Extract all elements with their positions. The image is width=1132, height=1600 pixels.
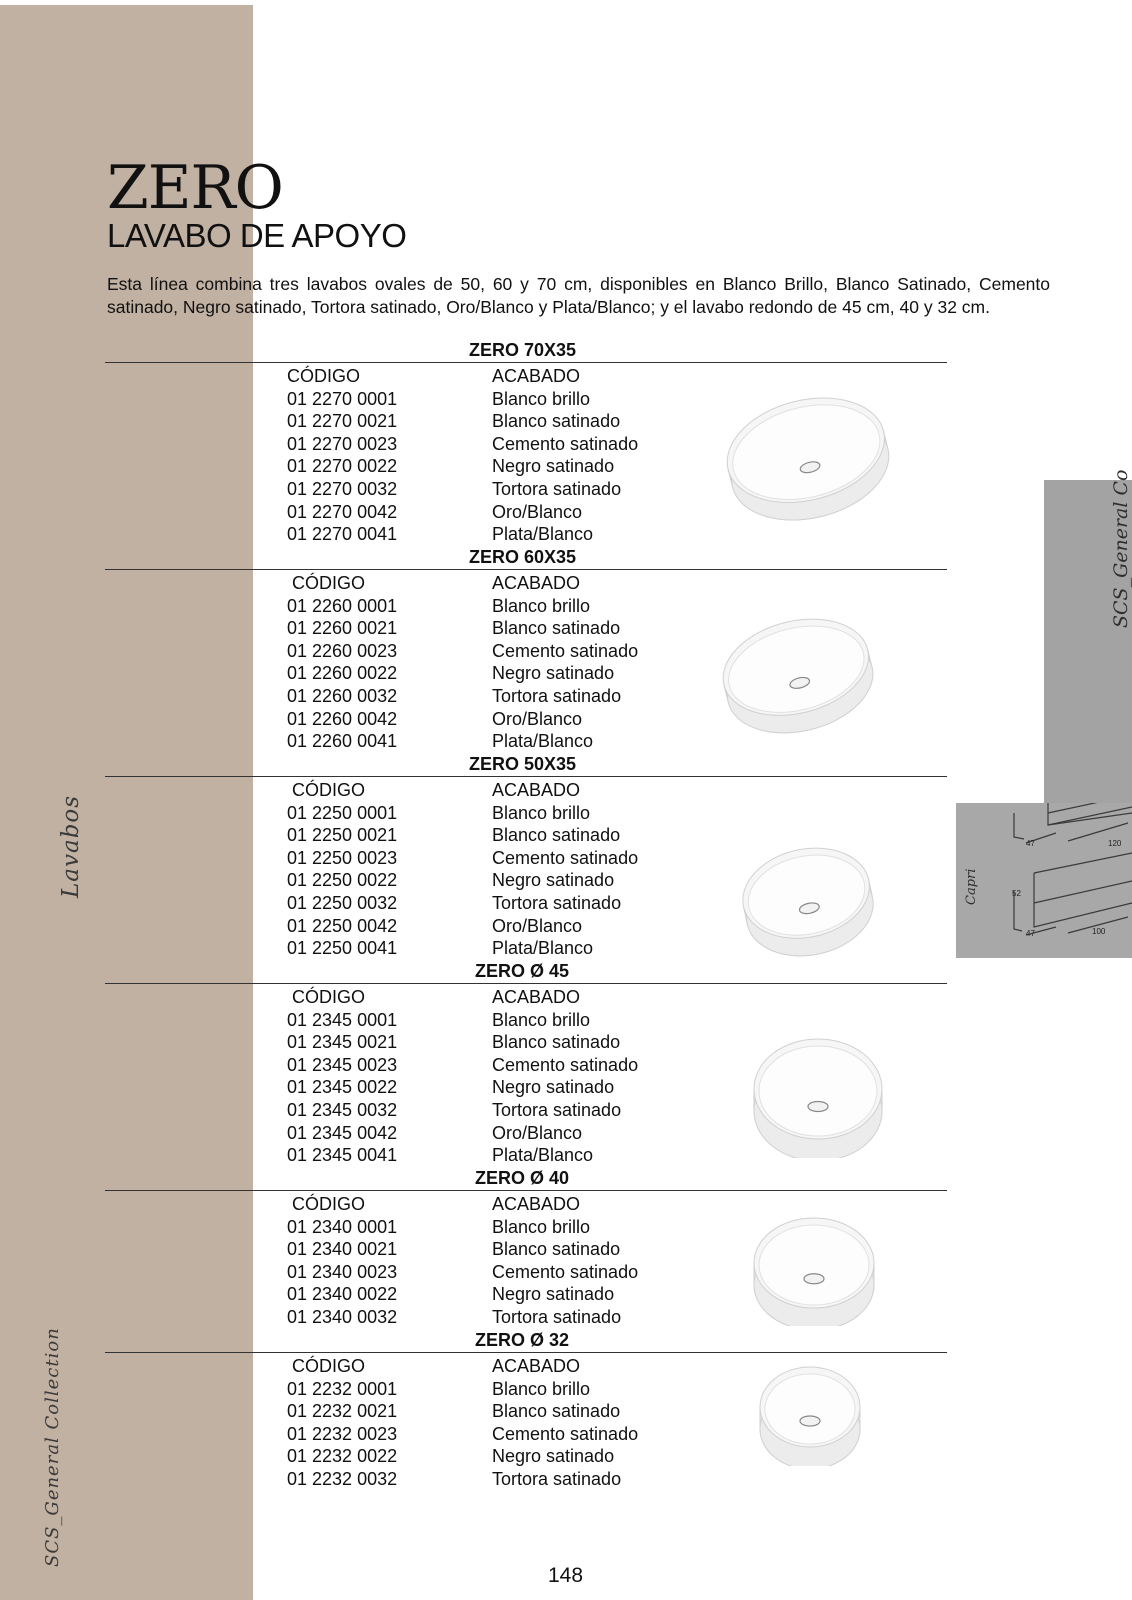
product-code: 01 2232 0032: [287, 1469, 398, 1489]
product-code: 01 2340 0032: [287, 1307, 398, 1327]
washbasin-icon: [748, 1036, 888, 1158]
product-finish: Blanco brillo: [492, 388, 591, 409]
product-finish: Cemento satinado: [492, 433, 639, 454]
product-code: 01 2260 0001: [287, 595, 398, 616]
section-title: ZERO Ø 40: [475, 1168, 570, 1188]
product-finish: Blanco satinado: [492, 618, 621, 639]
product-code: 01 2232 0022: [287, 1446, 398, 1467]
product-code: 01 2232 0023: [287, 1423, 398, 1444]
dimension-label: 47: [1026, 929, 1035, 938]
product-finish: Tortora satinado: [492, 1100, 622, 1120]
product-finish: Negro satinado: [492, 663, 615, 684]
dimension-label: 120: [1108, 839, 1122, 848]
product-code: 01 2260 0041: [287, 731, 398, 752]
section-divider: [105, 569, 947, 570]
product-finish: Negro satinado: [492, 456, 615, 477]
product-finish: Negro satinado: [492, 1077, 615, 1098]
product-code: 01 2270 0042: [287, 501, 398, 522]
product-finish: Blanco brillo: [492, 1009, 591, 1030]
product-code: 01 2270 0032: [287, 479, 398, 499]
section-divider: [105, 776, 947, 777]
column-header-finish: ACABADO: [492, 1356, 581, 1376]
page-number: 148: [548, 1564, 584, 1587]
product-code: 01 2340 0023: [287, 1261, 398, 1282]
product-code: 01 2260 0022: [287, 663, 398, 684]
product-finish: Oro/Blanco: [492, 708, 583, 729]
capri-label: Capri: [964, 868, 979, 905]
column-header-code: CÓDIGO: [292, 987, 366, 1007]
product-code: 01 2260 0032: [287, 686, 398, 706]
product-finish: Oro/Blanco: [492, 501, 583, 522]
column-header-finish: ACABADO: [492, 1194, 581, 1214]
product-finish: Blanco satinado: [492, 825, 621, 846]
product-finish: Blanco satinado: [492, 411, 621, 432]
product-finish: Blanco satinado: [492, 1032, 621, 1053]
section-title: ZERO Ø 45: [475, 961, 570, 981]
section-title: ZERO 70X35: [469, 340, 577, 360]
product-code: 01 2260 0021: [287, 618, 398, 639]
section-title: ZERO 50X35: [469, 754, 577, 774]
washbasin-icon: [718, 610, 878, 740]
product-finish: Plata/Blanco: [492, 938, 594, 959]
product-finish: Plata/Blanco: [492, 1145, 594, 1166]
product-code: 01 2250 0041: [287, 938, 398, 959]
page-subtitle: LAVABO DE APOYO: [107, 217, 407, 254]
product-code: 01 2260 0042: [287, 708, 398, 729]
section-divider: [105, 1352, 947, 1353]
page-title: ZERO: [107, 153, 283, 223]
product-code: 01 2345 0021: [287, 1032, 398, 1053]
product-finish: Tortora satinado: [492, 893, 622, 913]
column-header-finish: ACABADO: [492, 987, 581, 1007]
product-code: 01 2270 0001: [287, 388, 398, 409]
product-finish: Cemento satinado: [492, 1261, 639, 1282]
product-code: 01 2260 0023: [287, 640, 398, 661]
product-code: 01 2345 0041: [287, 1145, 398, 1166]
dimension-label: 100: [1092, 927, 1106, 936]
washbasin-icon: [754, 1364, 866, 1466]
product-code: 01 2250 0022: [287, 870, 398, 891]
column-header-code: CÓDIGO: [292, 573, 366, 593]
product-finish: Oro/Blanco: [492, 1122, 583, 1143]
product-code: 01 2250 0001: [287, 802, 398, 823]
product-finish: Tortora satinado: [492, 1469, 622, 1489]
product-finish: Tortora satinado: [492, 686, 622, 706]
dimension-label: 52: [1012, 889, 1021, 898]
column-header-finish: ACABADO: [492, 366, 581, 386]
capri-thumbnail: [956, 803, 1132, 958]
side-panel-label: SCS_General Co: [1110, 469, 1132, 628]
product-code: 01 2270 0041: [287, 524, 398, 545]
product-code: 01 2345 0042: [287, 1122, 398, 1143]
product-finish: Plata/Blanco: [492, 524, 594, 545]
product-finish: Negro satinado: [492, 870, 615, 891]
product-finish: Blanco brillo: [492, 1216, 591, 1237]
product-finish: Tortora satinado: [492, 479, 622, 499]
product-finish: Oro/Blanco: [492, 915, 583, 936]
cabinet-drawing-icon: [956, 803, 1132, 958]
product-finish: Cemento satinado: [492, 847, 639, 868]
product-code: 01 2270 0023: [287, 433, 398, 454]
column-header-code: CÓDIGO: [287, 366, 361, 386]
column-header-finish: ACABADO: [492, 780, 581, 800]
column-header-code: CÓDIGO: [292, 1194, 366, 1214]
product-code: 01 2232 0001: [287, 1378, 398, 1399]
product-finish: Cemento satinado: [492, 640, 639, 661]
product-code: 01 2270 0021: [287, 411, 398, 432]
washbasin-icon: [748, 1216, 880, 1326]
product-finish: Cemento satinado: [492, 1423, 639, 1444]
section-title: ZERO 60X35: [469, 547, 577, 567]
product-code: 01 2250 0023: [287, 847, 398, 868]
product-code: 01 2345 0001: [287, 1009, 398, 1030]
section-title: ZERO Ø 32: [475, 1330, 570, 1350]
product-finish: Blanco satinado: [492, 1239, 621, 1260]
product-finish: Negro satinado: [492, 1446, 615, 1467]
product-code: 01 2340 0001: [287, 1216, 398, 1237]
product-code: 01 2345 0022: [287, 1077, 398, 1098]
section-divider: [105, 983, 947, 984]
product-code: 01 2270 0022: [287, 456, 398, 477]
section-divider: [105, 1190, 947, 1191]
washbasin-icon: [734, 838, 882, 964]
product-code: 01 2232 0021: [287, 1401, 398, 1422]
product-code: 01 2250 0032: [287, 893, 398, 913]
product-finish: Cemento satinado: [492, 1054, 639, 1075]
product-code: 01 2250 0021: [287, 825, 398, 846]
product-code: 01 2250 0042: [287, 915, 398, 936]
product-code: 01 2345 0023: [287, 1054, 398, 1075]
product-finish: Blanco brillo: [492, 595, 591, 616]
category-label: Lavabos: [58, 794, 84, 898]
product-finish: Plata/Blanco: [492, 731, 594, 752]
washbasin-icon: [722, 388, 894, 528]
dimension-label: 47: [1026, 839, 1035, 848]
column-header-code: CÓDIGO: [292, 780, 366, 800]
intro-paragraph: Esta línea combina tres lavabos ovales de 50, 60 y 70 cm, disponibles en Blanco Brillo, Blanco Satinado, Cemento satinado, Negro satinado, Tortora satinado, Oro/Blanco y Plata/Blanco; y el lavabo redondo de 45 cm, 40 y 32 cm.: [107, 274, 1050, 317]
product-code: 01 2345 0032: [287, 1100, 398, 1120]
product-finish: Blanco brillo: [492, 802, 591, 823]
column-header-finish: ACABADO: [492, 573, 581, 593]
product-finish: Tortora satinado: [492, 1307, 622, 1327]
product-code: 01 2340 0022: [287, 1284, 398, 1305]
product-finish: Blanco satinado: [492, 1401, 621, 1422]
product-code: 01 2340 0021: [287, 1239, 398, 1260]
section-divider: [105, 362, 947, 363]
column-header-code: CÓDIGO: [292, 1356, 366, 1376]
product-finish: Blanco brillo: [492, 1378, 591, 1399]
product-finish: Negro satinado: [492, 1284, 615, 1305]
collection-label: SCS_General Collection: [42, 1327, 63, 1567]
